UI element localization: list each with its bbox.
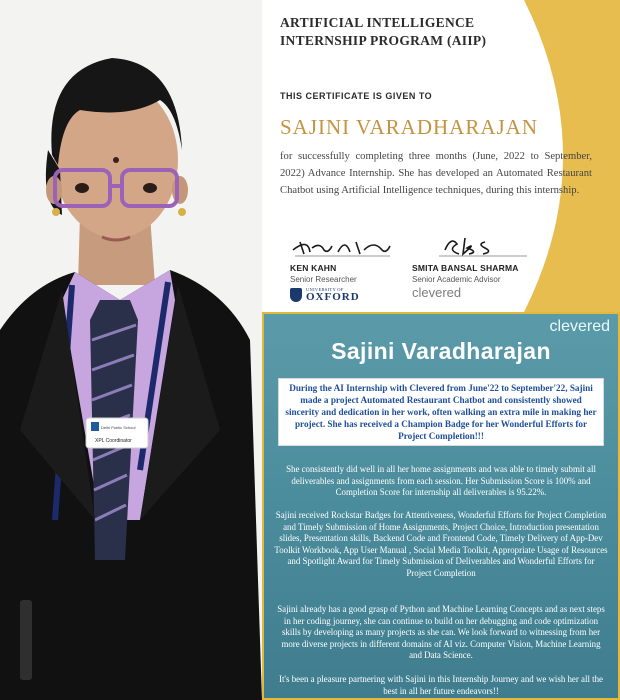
oxford-logo-text: OXFORD xyxy=(306,291,360,303)
signatory-1-role: Senior Researcher xyxy=(290,275,357,284)
oxford-logo xyxy=(290,287,360,303)
svg-text:Delhi Public School: Delhi Public School xyxy=(101,425,136,430)
student-portrait-illustration xyxy=(0,0,262,700)
svg-text:XPL Coordinator: XPL Coordinator xyxy=(95,438,132,444)
program-title-line-1: ARTIFICIAL INTELLIGENCE xyxy=(280,15,475,30)
clevered-logo: clevered xyxy=(412,285,462,300)
signatory-2-role: Senior Academic Advisor xyxy=(412,275,501,284)
summary-paragraph-2: Sajini received Rockstar Badges for Attentiveness, Wonderful Efforts for Project Completion and Timely Submission of Home Assignments, Project Choice, Introduction presentation slides, Presentation skills, Backend Code and Frontend Code, Timely Delivery of App-Dev Toolkit Workbook, App User Manual , Social Media Toolkit, Appropriate Usage of Resources and Spotlight Award for Timely Submission of Deliverables and Wonderful Efforts for Project Completion xyxy=(274,510,608,578)
highlight-box: During the AI Internship with Clevered from June'22 to September'22, Sajini made a project Automated Restaurant Chatbot and consistently showed sincerity and dedication in her work, often walking an extra mile in making her project. She has received a Champion Badge for her Wonderful Efforts for Project Completion!!! xyxy=(278,378,604,446)
signatory-2 xyxy=(412,263,519,284)
certificate xyxy=(262,0,620,312)
given-to-label: THIS CERTIFICATE IS GIVEN TO xyxy=(280,91,433,101)
clevered-brand-logo: clevered xyxy=(549,318,610,335)
summary-paragraph-3: Sajini already has a good grasp of Python and Machine Learning Concepts and as next steps in her coding journey, she can continue to build on her debugging and code optimization skills by developing as many projects as she can. We look forward to witnessing from her more diverse projects in different domains of AI viz. Computer Vision, Machine Learning and Data Science. xyxy=(277,604,605,661)
student-name-heading: Sajini Varadharajan xyxy=(331,338,551,364)
program-title-line-2: INTERNSHIP PROGRAM (AIIP) xyxy=(280,33,487,48)
achievement-summary-panel xyxy=(262,312,620,700)
signature-smita-bansal-sharma xyxy=(437,232,527,260)
program-title xyxy=(280,14,520,50)
oxford-logo-small-text: UNIVERSITY OF xyxy=(306,287,344,292)
summary-paragraph-1: She consistently did well in all her home assignments and was able to timely submit all deliverables and assignments from each session. Her Submission Score is 100% and Completion Score for internship all deliverables is 95.22%. xyxy=(286,464,596,498)
certificate-description: for successfully completing three months (June, 2022 to September, 2022) Advance Internship. She has developed an Automated Restaurant Chatbot using Artificial Intelligence techniques, during this internship. xyxy=(280,151,592,196)
student-photo xyxy=(0,0,262,700)
recipient-name: SAJINI VARADHARAJAN xyxy=(280,115,539,139)
signatory-1 xyxy=(290,263,357,284)
signature-ken-kahn xyxy=(290,232,395,260)
signatory-2-name: SMITA BANSAL SHARMA xyxy=(412,263,519,273)
oxford-crest-icon xyxy=(290,288,302,302)
signatory-1-name: KEN KAHN xyxy=(290,263,337,273)
summary-paragraph-4: It's been a pleasure partnering with Sajini in this Internship Journey and we wish her all the best in all her future endeavors!! xyxy=(279,674,603,696)
